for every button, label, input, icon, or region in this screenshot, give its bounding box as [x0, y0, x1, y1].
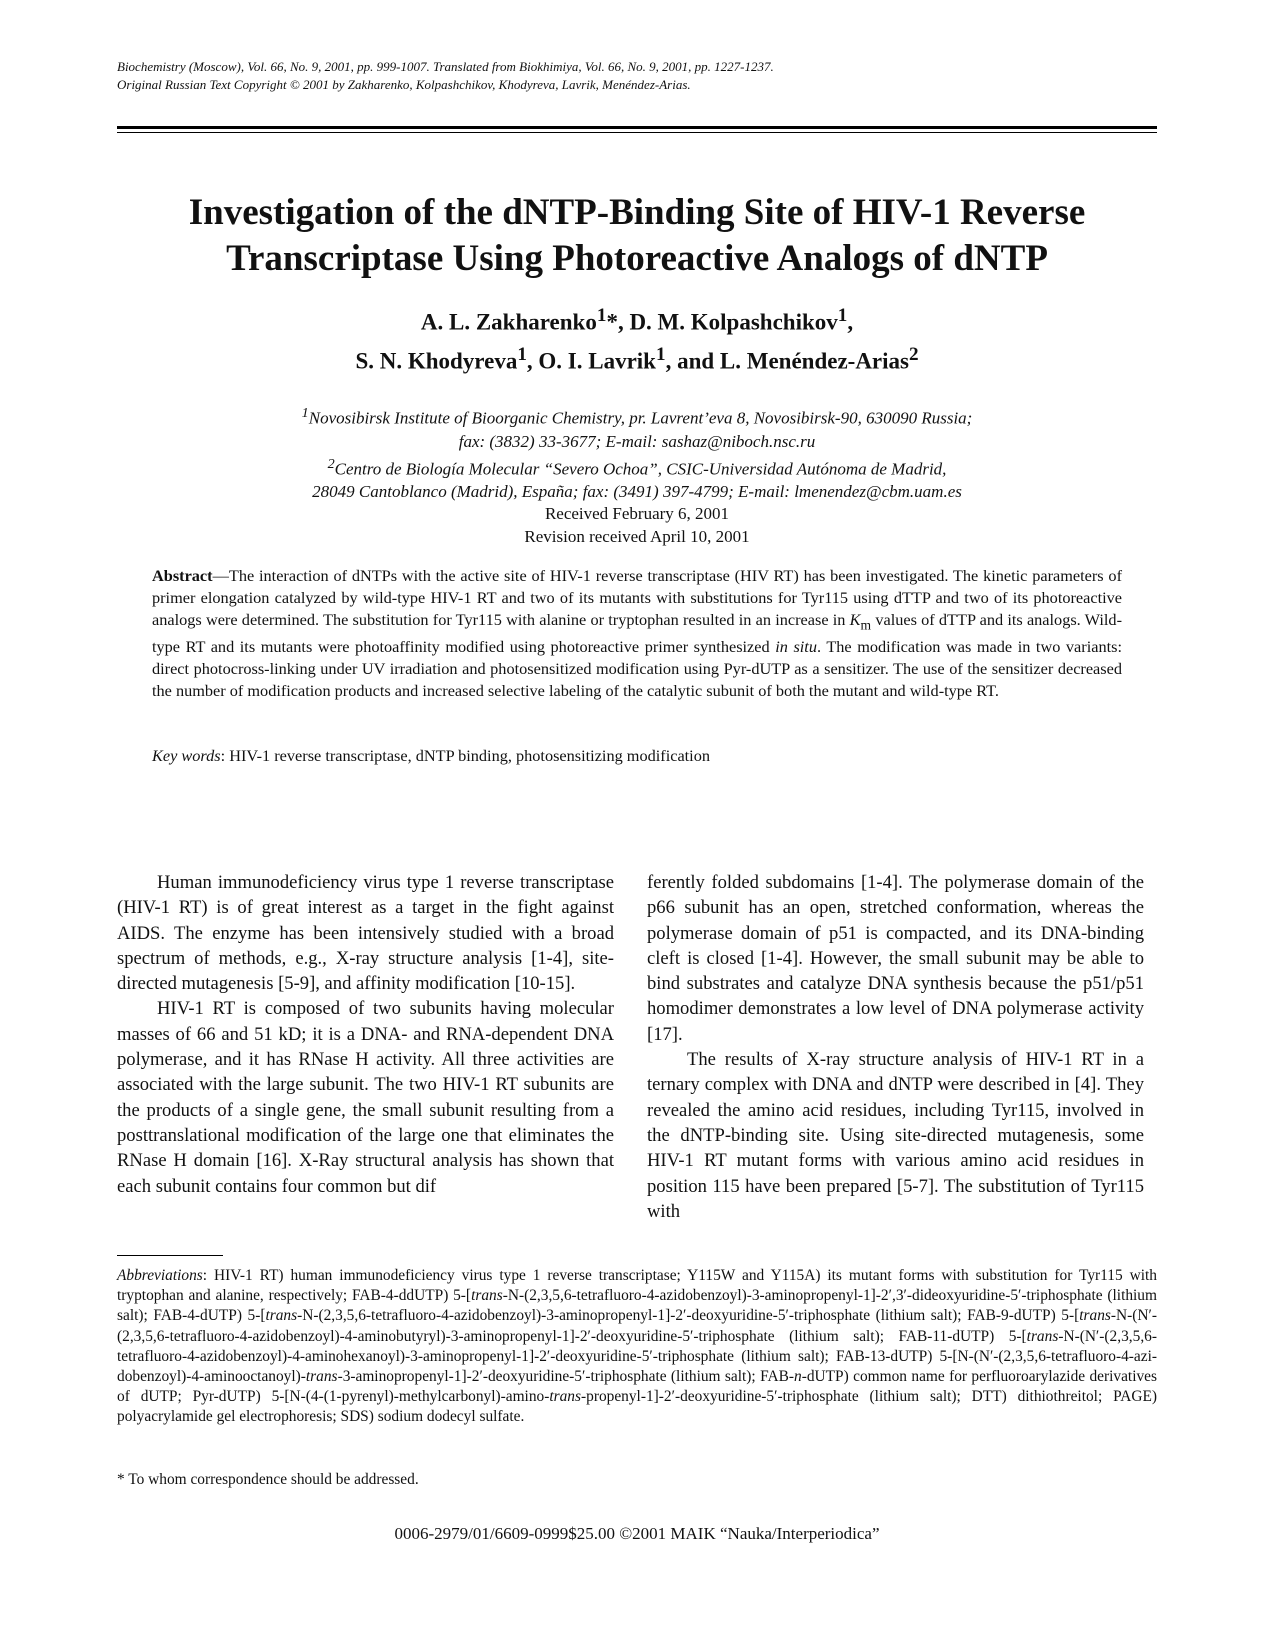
- italic-term: trans: [1026, 1327, 1059, 1345]
- abbreviations-text: -N-(N′-(2,3,5,6-tetrafluoro-4-azidobenzoyl)-4-aminohexanoyl)-3-aminopropenyl-1]-2′-deoxyuridine-5′-triphosphate (lithium salt); FAB-13-dUTP) 5-[N-(N′-(2,3,5,6-tetrafluoro-4-azidobenzoyl)-4-aminooctanoyl)-: [117, 1327, 1157, 1386]
- author-line-1: [117, 300, 1157, 339]
- italic-term: n: [794, 1368, 802, 1386]
- abbreviations-footnote: [117, 1266, 1157, 1428]
- received-dates: [117, 502, 1157, 548]
- affiliation-2-line-2: 28049 Cantoblanco (Madrid), España; fax: (3491) 397-4799; E-mail: lmenendez@cbm.uam.es: [312, 482, 962, 502]
- title-line-1: Investigation of the dNTP-Binding Site of HIV-1 Reverse: [188, 192, 1086, 233]
- affiliation-number: 2: [327, 455, 335, 472]
- abbreviations-text: -N-(2,3,5,6-tetrafluoro-4-azidobenzoyl)-3-aminopropenyl-1]-2′-deoxyuridine-5′-triphosphate (lithium salt); FAB-9-dUTP) 5-[: [297, 1307, 1080, 1325]
- affiliation-marker: 1: [837, 305, 848, 326]
- body-paragraph: HIV-1 RT is composed of two subunits having molecular masses of 66 and 51 kD; it is a DNA- and RNA-dependent DNA polymerase, and it has RNase H activity. All three activities are associated with the large subunit. The two HIV-1 RT subunits are the products of a single gene, the small subunit resulting from a posttranslational modification of the large one that eliminates the RNase H domain [16]. X-Ray structural analysis has shown that each subunit contains four common but dif: [117, 998, 614, 1197]
- italic-term: trans: [549, 1388, 581, 1406]
- body-column-left: [117, 870, 614, 1199]
- affiliation-marker: 2: [908, 343, 919, 365]
- abstract-text: values of dTTP and its analogs. Wild-type RT and its mutants were photoaffinity modified using photoreactive primer synthesized: [152, 610, 1122, 657]
- header-rule-thin: [117, 132, 1157, 133]
- body-column-right: [647, 870, 1144, 1224]
- affiliation-2-line-1: [117, 453, 1157, 481]
- affiliation-marker: 1: [655, 343, 666, 365]
- keywords: [152, 745, 1122, 767]
- copyright-notice: Original Russian Text Copyright © 2001 by Zakharenko, Kolpashchikov, Khodyreva, Lavrik, Menéndez-Arias.: [117, 77, 691, 92]
- correspondence-footnote: * To whom correspondence should be addressed.: [117, 1471, 419, 1488]
- affiliation-text: Novosibirsk Institute of Bioorganic Chemistry, pr. Lavrent’eva 8, Novosibirsk-90, 630090 Russia;: [308, 408, 973, 428]
- abbreviations-text: -N-(2,3,5,6-tetrafluoro-4-azidobenzoyl)-3-aminopropenyl-1]-2′,3′-dideoxyuridine-5′-triphosphate (lithium salt); FAB-4-dUTP) 5-[: [117, 1287, 1157, 1325]
- journal-citation: Biochemistry (Moscow), Vol. 66, No. 9, 2001, pp. 999-1007. Translated from Biokhimiya, Vol. 66, No. 9, 2001, pp. 1227-1237.: [117, 59, 774, 74]
- km-symbol: K: [849, 610, 861, 629]
- journal-header: [117, 58, 1157, 94]
- abbreviations-text: : HIV-1 RT) human immunodeficiency virus type 1 reverse transcriptase; Y115W and Y115A) its mutant forms with substitution for Tyr115 with tryptophan and alanine, respectively; FAB-4-ddUTP) 5-[: [117, 1267, 1157, 1305]
- italic-term: trans: [471, 1287, 503, 1305]
- abstract-text: —The interaction of dNTPs with the active site of HIV-1 reverse transcriptase (HIV RT) has been investigated. The kinetic parameters of primer elongation catalyzed by wild-type HIV-1 RT and two of its mutants with substitutions for Tyr115 using dTTP and two of its photoreactive analogs were determined. The substitution for Tyr115 with alanine or tryptophan resulted in an increase in: [152, 566, 1122, 629]
- affiliation-number: 1: [301, 405, 309, 421]
- keywords-text: : HIV-1 reverse transcriptase, dNTP binding, photosensitizing modification: [220, 746, 710, 765]
- page-footer: 0006-2979/01/6609-0999$25.00 ©2001 MAIK “Nauka/Interperiodica”: [394, 1524, 880, 1543]
- body-paragraph: The results of X-ray structure analysis of HIV-1 RT in a ternary complex with DNA and dNTP were described in [4]. They revealed the amino acid residues, including Tyr115, involved in the dNTP-binding site. Using site-directed mutagenesis, some HIV-1 RT mutant forms with various amino acid residues in position 115 have been prepared [5-7]. The substitution of Tyr115 with: [647, 1049, 1144, 1222]
- received-date: Received February 6, 2001: [544, 504, 730, 523]
- author-name: A. L. Zakharenko: [420, 309, 597, 335]
- abbreviations-text: -N-(N′-(2,3,5,6-tetrafluoro-4-azidobenzoyl)-4-aminobutyryl)-3-aminopropenyl-1]-2′-deoxyuridine-5′-triphosphate (lithium salt); FAB-11-dUTP) 5-[: [117, 1307, 1157, 1345]
- italic-term: trans: [1079, 1307, 1111, 1325]
- author-line-2: [117, 339, 1157, 378]
- abbreviations-label: Abbreviations: [117, 1267, 203, 1284]
- km-subscript: m: [860, 617, 872, 633]
- author-name: L. Menéndez-Arias: [719, 348, 909, 374]
- italic-term: trans: [305, 1368, 338, 1386]
- affiliation-marker: 1: [517, 343, 527, 365]
- affiliation-text: Centro de Biología Molecular “Severo Ochoa”, CSIC-Universidad Autónoma de Madrid,: [334, 459, 947, 479]
- paper-title: [117, 190, 1157, 282]
- affiliation-1-line-1: [117, 402, 1157, 430]
- keywords-label: Key words: [152, 746, 221, 765]
- abbreviations-text: -propenyl-1]-2′-deoxyuridine-5′-triphosphate (lithium salt); DTT) dithiothreitol; PAGE) polyacrylamide gel electrophoresis; SDS) sodium dodecyl sulfate.: [117, 1388, 1157, 1426]
- corresponding-marker: *,: [606, 309, 630, 335]
- italic-term: trans: [265, 1307, 298, 1325]
- revision-date: Revision received April 10, 2001: [524, 527, 750, 546]
- in-situ-term: in situ: [775, 637, 817, 657]
- separator: ,: [847, 309, 854, 335]
- separator: , and: [665, 348, 720, 374]
- author-name: O. I. Lavrik: [538, 348, 656, 374]
- title-line-2: Transcriptase Using Photoreactive Analogs of dNTP: [226, 238, 1048, 279]
- abbreviations-text: -dUTP) common name for perfluoroarylazide derivatives of dUTP; Pyr-dUTP) 5-[N-(4-(1-pyrenyl)-methylcarbonyl)-amino-: [117, 1368, 1158, 1406]
- abstract-label: Abstract: [152, 566, 213, 585]
- author-list: [117, 300, 1157, 377]
- author-name: D. M. Kolpashchikov: [629, 309, 838, 335]
- body-paragraph: ferently folded subdomains [1-4]. The polymerase domain of the p66 subunit has an open, stretched conformation, whereas the polymerase domain of p51 is compacted, and its DNA-binding cleft is closed [1-4]. However, the small subunit may be able to bind substrates and catalyze DNA synthesis because the p51/p51 homodimer demonstrates a low level of DNA polymerase activity [17].: [647, 872, 1144, 1045]
- footnote-rule: [117, 1255, 223, 1256]
- abstract-text: . The modification was made in two variants: direct photocross-linking under UV irradiation and photosensitized modification using Pyr-dUTP as a sensitizer. The use of the sensitizer decreased the number of modification products and increased selective labeling of the catalytic subunit of both the mutant and wild-type RT.: [152, 637, 1122, 701]
- body-paragraph: Human immunodeficiency virus type 1 reverse transcriptase (HIV-1 RT) is of great interest as a target in the fight against AIDS. The enzyme has been intensively studied with a broad spectrum of methods, e.g., X-ray structure analysis [1-4], site-directed mutagenesis [5-9], and affinity modification [10-15].: [117, 872, 614, 995]
- abstract: [152, 565, 1122, 702]
- abbreviations-text: -3-aminopropenyl-1]-2′-deoxyuridine-5′-triphosphate (lithium salt); FAB-: [337, 1368, 795, 1386]
- header-rule-thick: [117, 126, 1157, 129]
- affiliation-1-line-2: fax: (3832) 33-3677; E-mail: sashaz@niboch.nsc.ru: [458, 431, 816, 451]
- affiliation-marker: 1: [596, 305, 607, 326]
- affiliations: [117, 402, 1157, 503]
- author-name: S. N. Khodyreva: [355, 348, 518, 374]
- separator: ,: [526, 348, 539, 374]
